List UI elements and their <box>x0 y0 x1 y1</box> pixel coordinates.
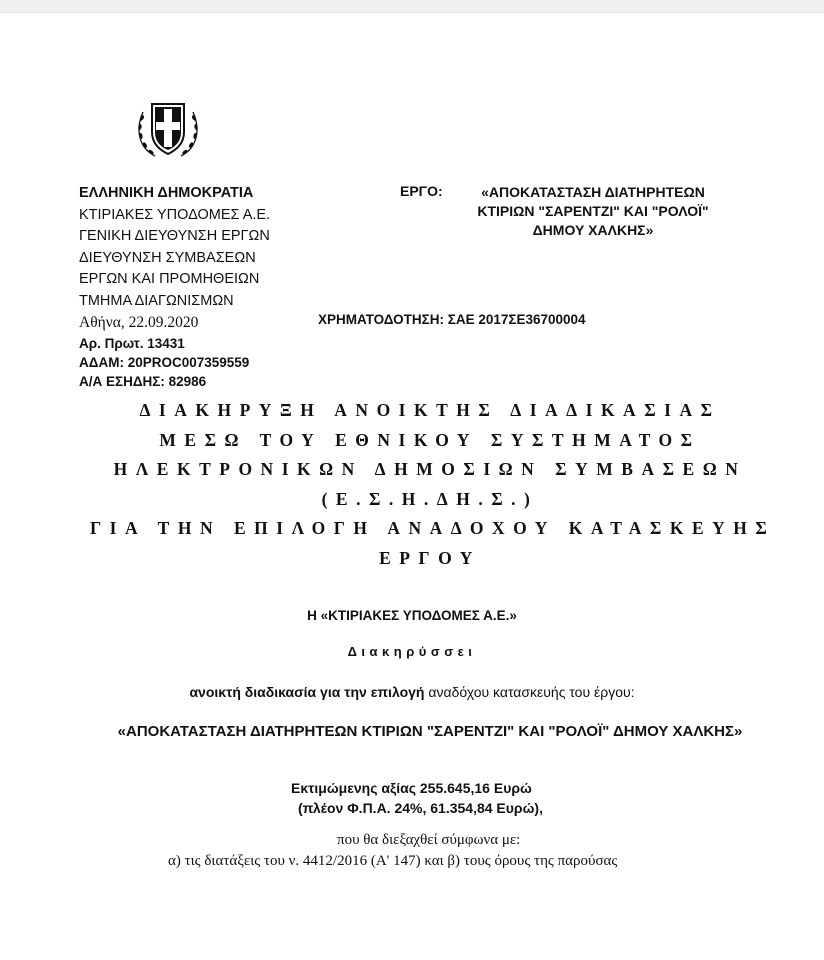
greek-emblem-icon <box>133 96 203 162</box>
funding-value: ΣΑΕ 2017ΣΕ36700004 <box>447 312 586 327</box>
issuer-company: ΚΤΙΡΙΑΚΕΣ ΥΠΟΔΟΜΕΣ Α.Ε. <box>79 206 271 223</box>
title-line: ΜΕΣΩ ΤΟΥ ΕΘΝΙΚΟΥ ΣΥΣΤΗΜΑΤΟΣ <box>159 429 701 450</box>
procedure-purpose: για την επιλογή <box>320 684 425 700</box>
organization-name: Η «ΚΤΙΡΙΑΚΕΣ ΥΠΟΔΟΜΕΣ Α.Ε.» <box>307 608 517 623</box>
project-name-line: ΔΗΜΟΥ ΧΑΛΚΗΣ» <box>532 222 654 238</box>
issuer-country: ΕΛΛΗΝΙΚΗ ΔΗΜΟΚΡΑΤΙΑ <box>79 185 254 201</box>
project-name-line: ΚΤΙΡΙΩΝ "ΣΑΡΕΝΤΖΙ" ΚΑΙ "ΡΟΛΟΪ" <box>477 203 709 219</box>
title-line: ΓΙΑ ΤΗΝ ΕΠΙΛΟΓΗ ΑΝΑΔΟΧΟΥ ΚΑΤΑΣΚΕΥΗΣ <box>90 518 776 538</box>
document-title <box>90 396 776 573</box>
issuer-block <box>79 183 270 391</box>
procedure-line <box>0 684 824 700</box>
vat-value: (πλέον Φ.Π.Α. 24%, 61.354,84 Ευρώ), <box>298 800 543 816</box>
protocol-number: Αρ. Πρωτ. 13431 <box>79 335 185 351</box>
project-name <box>462 183 724 240</box>
adam-number: ΑΔΑΜ: 20PROC007359559 <box>79 354 250 370</box>
issue-date: Αθήνα, 22.09.2020 <box>79 314 199 331</box>
procedure-type: ανοικτή διαδικασία <box>189 684 317 700</box>
declares-heading: Διακηρύσσει <box>347 644 477 659</box>
according-intro: που θα διεξαχθεί σύμφωνα με: <box>337 832 521 848</box>
title-line: ΔΙΑΚΗΡΥΞΗ ΑΝΟΙΚΤΗΣ ΔΙΑΔΙΚΑΣΙΑΣ <box>139 400 721 420</box>
project-label: ΕΡΓΟ: <box>400 183 443 199</box>
issuer-directorate-cont: ΕΡΓΩΝ ΚΑΙ ΠΡΟΜΗΘΕΙΩΝ <box>79 271 260 287</box>
issuer-general-directorate: ΓΕΝΙΚΗ ΔΙΕΥΘΥΝΣΗ ΕΡΓΩΝ <box>79 228 270 244</box>
funding-line <box>318 312 586 327</box>
procedure-rest: αναδόχου κατασκευής του έργου: <box>428 684 635 700</box>
estimated-value: Εκτιμώμενης αξίας 255.645,16 Ευρώ <box>291 780 532 796</box>
title-line: ΗΛΕΚΤΡΟΝΙΚΩΝ ΔΗΜΟΣΙΩΝ ΣΥΜΒΑΣΕΩΝ <box>113 459 747 479</box>
title-line: (Ε.Σ.Η.ΔΗ.Σ.) <box>321 488 539 509</box>
project-name-line: «ΑΠΟΚΑΤΑΣΤΑΣΗ ΔΙΑΤΗΡΗΤΕΩΝ <box>481 184 705 200</box>
window-top-bar <box>0 0 824 13</box>
esidis-number: Α/Α ΕΣΗΔΗΣ: 82986 <box>79 373 207 389</box>
issuer-department: ΤΜΗΜΑ ΔΙΑΓΩΝΙΣΜΩΝ <box>79 292 234 309</box>
work-title: «ΑΠΟΚΑΤΑΣΤΑΣΗ ΔΙΑΤΗΡΗΤΕΩΝ ΚΤΙΡΙΩΝ "ΣΑΡΕΝΤΖΙ" ΚΑΙ "ΡΟΛΟΪ" ΔΗΜΟΥ ΧΑΛΚΗΣ» <box>117 723 743 740</box>
according-provisions: α) τις διατάξεις του ν. 4412/2016 (Α' 147) και β) τους όρους της παρούσας <box>168 853 618 869</box>
funding-label: ΧΡΗΜΑΤΟΔΟΤΗΣΗ: <box>318 312 444 327</box>
issuer-directorate: ΔΙΕΥΘΥΝΣΗ ΣΥΜΒΑΣΕΩΝ <box>79 249 256 266</box>
title-line: ΕΡΓΟΥ <box>379 547 481 568</box>
